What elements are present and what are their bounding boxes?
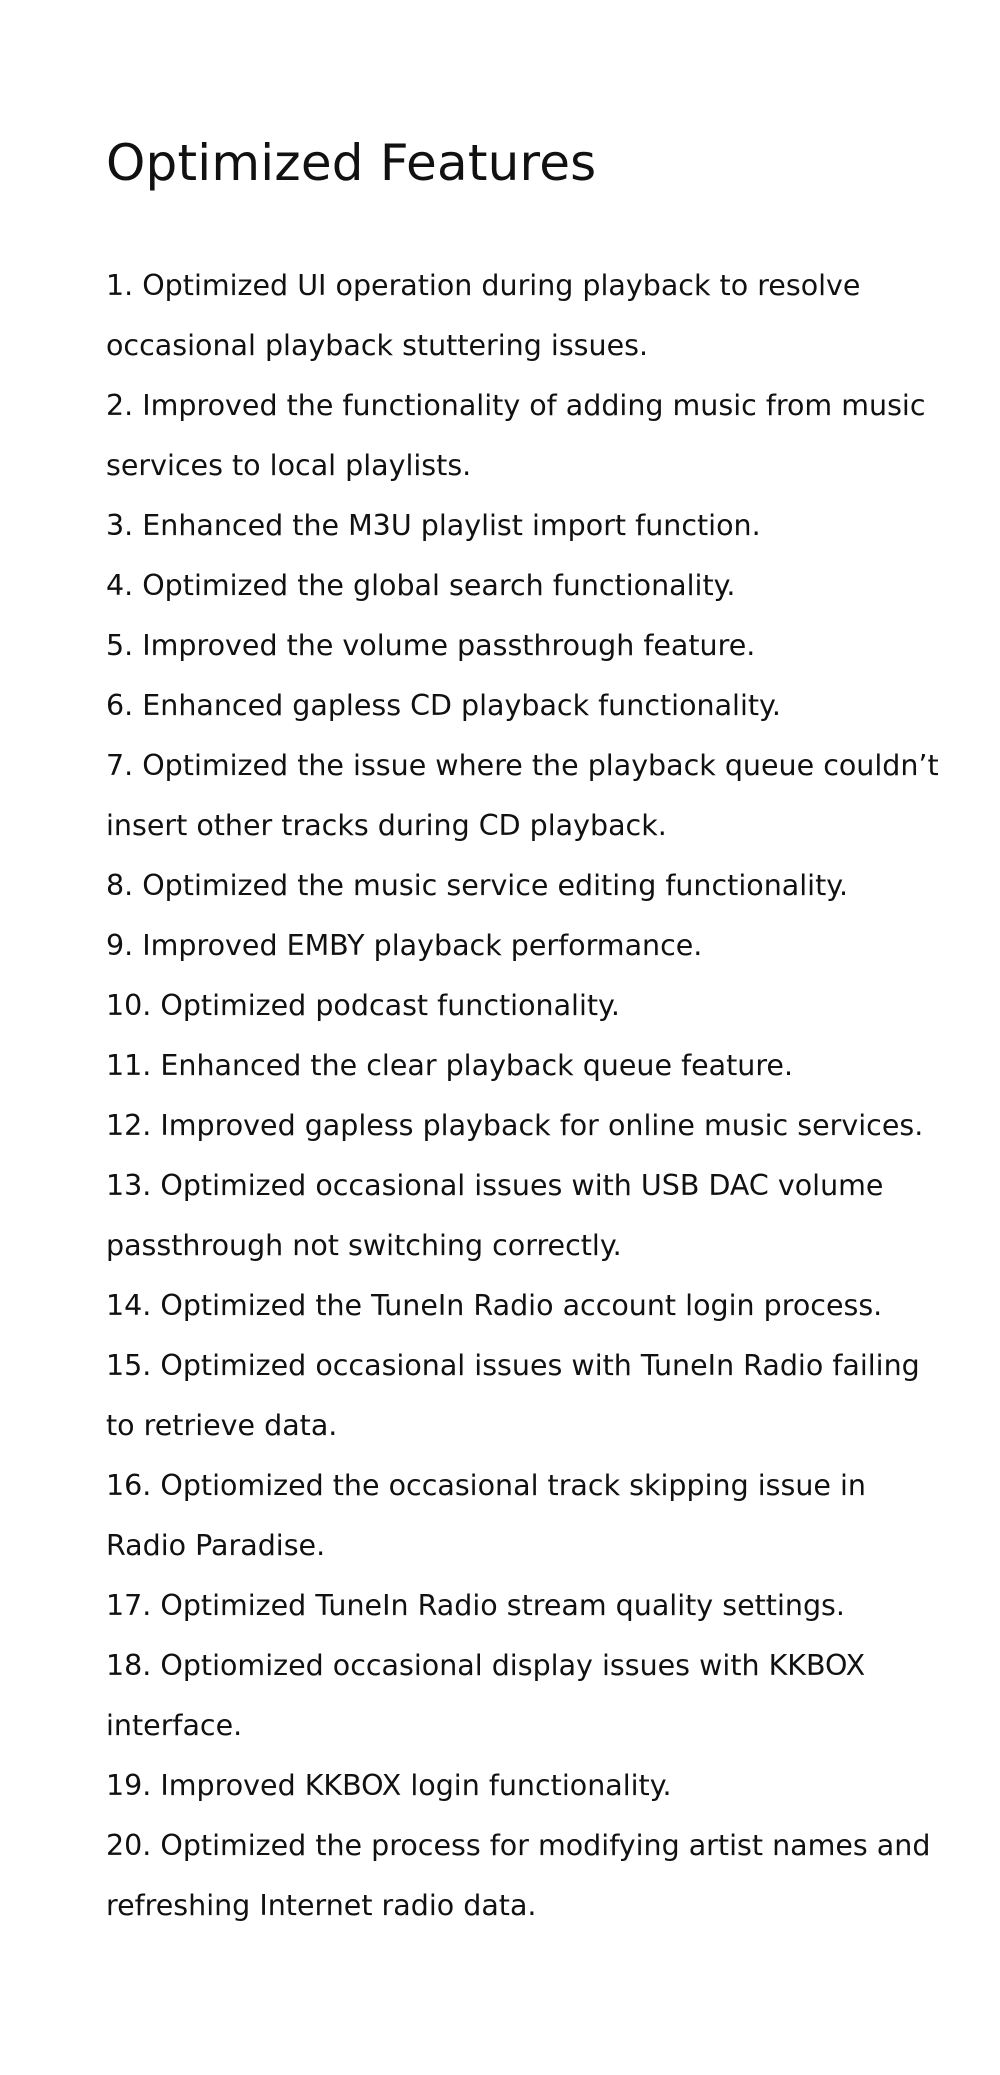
feature-item-10: 10. Optimized podcast functionality. <box>106 989 620 1022</box>
feature-item-20: 20. Optimized the process for modifying artist names and refreshing Internet radio data. <box>106 1829 931 1922</box>
feature-item-12: 12. Improved gapless playback for online music services. <box>106 1109 924 1142</box>
feature-item-13: 13. Optimized occasional issues with USB DAC volume passthrough not switching correctly. <box>106 1169 884 1262</box>
feature-item-8: 8. Optimized the music service editing functionality. <box>106 869 849 902</box>
feature-item-5: 5. Improved the volume passthrough feature. <box>106 629 756 662</box>
feature-item-19: 19. Improved KKBOX login functionality. <box>106 1769 672 1802</box>
feature-item-14: 14. Optimized the TuneIn Radio account login process. <box>106 1289 883 1322</box>
feature-item-2: 2. Improved the functionality of adding music from music services to local playlists. <box>106 389 926 482</box>
feature-item-4: 4. Optimized the global search functionality. <box>106 569 736 602</box>
feature-item-17: 17. Optimized TuneIn Radio stream quality settings. <box>106 1589 845 1622</box>
feature-list <box>106 256 946 1936</box>
feature-item-11: 11. Enhanced the clear playback queue feature. <box>106 1049 794 1082</box>
feature-item-1: 1. Optimized UI operation during playback to resolve occasional playback stuttering issues. <box>106 269 861 362</box>
page-title: Optimized Features <box>106 134 597 192</box>
feature-item-9: 9. Improved EMBY playback performance. <box>106 929 703 962</box>
feature-item-15: 15. Optimized occasional issues with TuneIn Radio failing to retrieve data. <box>106 1349 920 1442</box>
feature-item-18: 18. Optiomized occasional display issues with KKBOX interface. <box>106 1649 866 1742</box>
feature-item-3: 3. Enhanced the M3U playlist import function. <box>106 509 761 542</box>
feature-item-7: 7. Optimized the issue where the playback queue couldn’t insert other tracks during CD playback. <box>106 749 939 842</box>
feature-item-6: 6. Enhanced gapless CD playback functionality. <box>106 689 781 722</box>
feature-item-16: 16. Optiomized the occasional track skipping issue in Radio Paradise. <box>106 1469 866 1562</box>
